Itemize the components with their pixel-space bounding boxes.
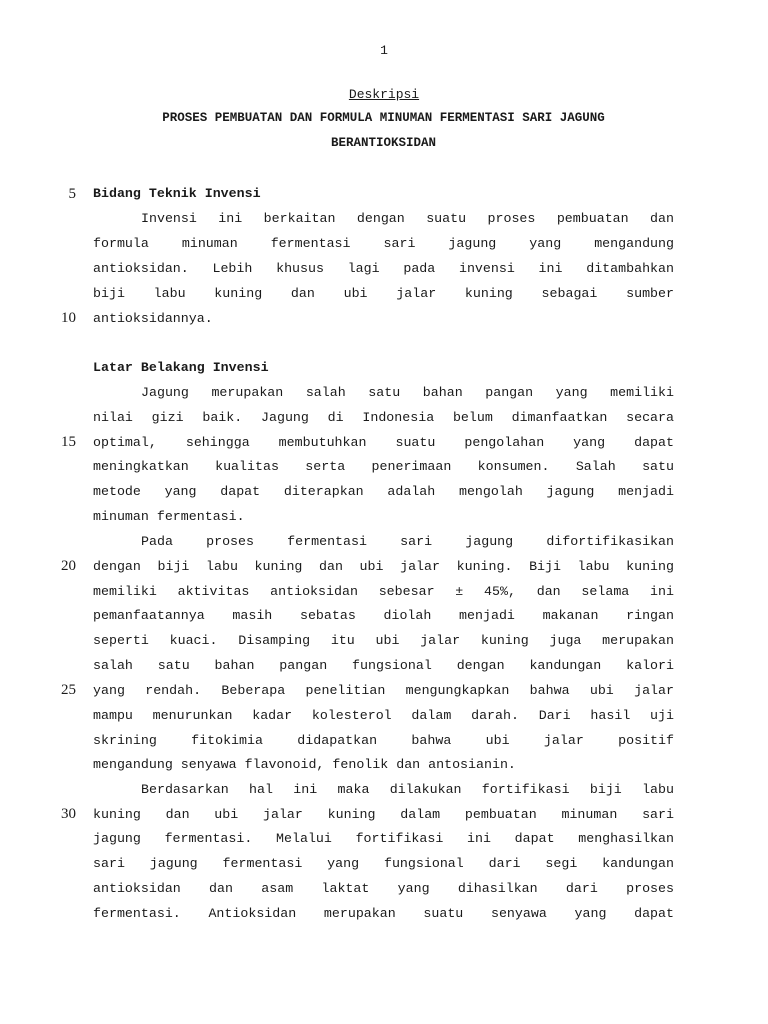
body-line: kuning dan ubi jalar kuning dalam pembuatan minuman sari	[93, 807, 674, 822]
body-line: antioksidannya.	[93, 311, 213, 326]
body-line: salah satu bahan pangan fungsional dengan kandungan kalori	[93, 658, 674, 673]
body-line: yang rendah. Beberapa penelitian mengungkapkan bahwa ubi jalar	[93, 683, 674, 698]
body-line: antioksidan dan asam laktat yang dihasilkan dari proses	[93, 881, 674, 896]
body-line: fermentasi. Antioksidan merupakan suatu senyawa yang dapat	[93, 906, 674, 921]
body-line: antioksidan. Lebih khusus lagi pada invensi ini ditambahkan	[93, 261, 674, 276]
body-line: Invensi ini berkaitan dengan suatu proses pembuatan dan	[141, 211, 674, 226]
body-line: seperti kuaci. Disamping itu ubi jalar kuning juga merupakan	[93, 633, 674, 648]
heading-text: Deskripsi	[348, 87, 420, 102]
line-number-10: 10	[61, 310, 76, 326]
line-number-25: 25	[61, 682, 76, 698]
line-number-5: 5	[68, 186, 76, 202]
body-line: metode yang dapat diterapkan adalah mengolah jagung menjadi	[93, 484, 674, 499]
body-line: Pada proses fermentasi sari jagung difortifikasikan	[141, 534, 674, 549]
body-line: formula minuman fermentasi sari jagung yang mengandung	[93, 236, 674, 251]
body-line: dengan biji labu kuning dan ubi jalar kuning. Biji labu kuning	[93, 559, 674, 574]
body-line: skrining fitokimia didapatkan bahwa ubi jalar positif	[93, 733, 674, 748]
body-line: biji labu kuning dan ubi jalar kuning sebagai sumber	[93, 286, 674, 301]
document-heading	[0, 87, 768, 102]
invention-title-line-1: PROSES PEMBUATAN DAN FORMULA MINUMAN FERMENTASI SARI JAGUNG	[162, 111, 605, 125]
line-number-30: 30	[61, 806, 76, 822]
body-line: pemanfaatannya masih sebatas diolah menjadi makanan ringan	[93, 608, 674, 623]
page-number: 1	[380, 43, 388, 58]
body-line: Jagung merupakan salah satu bahan pangan yang memiliki	[141, 385, 674, 400]
body-line: jagung fermentasi. Melalui fortifikasi ini dapat menghasilkan	[93, 831, 674, 846]
section-heading-background: Latar Belakang Invensi	[93, 360, 269, 375]
body-line: Berdasarkan hal ini maka dilakukan fortifikasi biji labu	[141, 782, 674, 797]
body-line: optimal, sehingga membutuhkan suatu pengolahan yang dapat	[93, 435, 674, 450]
body-line: mengandung senyawa flavonoid, fenolik dan antosianin.	[93, 757, 516, 772]
section-heading-technical-field: Bidang Teknik Invensi	[93, 186, 261, 201]
body-line: meningkatkan kualitas serta penerimaan konsumen. Salah satu	[93, 459, 674, 474]
invention-title-line-2: BERANTIOKSIDAN	[330, 136, 437, 150]
line-number-15: 15	[61, 434, 76, 450]
body-line: minuman fermentasi.	[93, 509, 245, 524]
body-line: memiliki aktivitas antioksidan sebesar ± 45%, dan selama ini	[93, 584, 674, 599]
body-line: nilai gizi baik. Jagung di Indonesia belum dimanfaatkan secara	[93, 410, 674, 425]
body-line: sari jagung fermentasi yang fungsional dari segi kandungan	[93, 856, 674, 871]
body-line: mampu menurunkan kadar kolesterol dalam darah. Dari hasil uji	[93, 708, 674, 723]
line-number-20: 20	[61, 558, 76, 574]
